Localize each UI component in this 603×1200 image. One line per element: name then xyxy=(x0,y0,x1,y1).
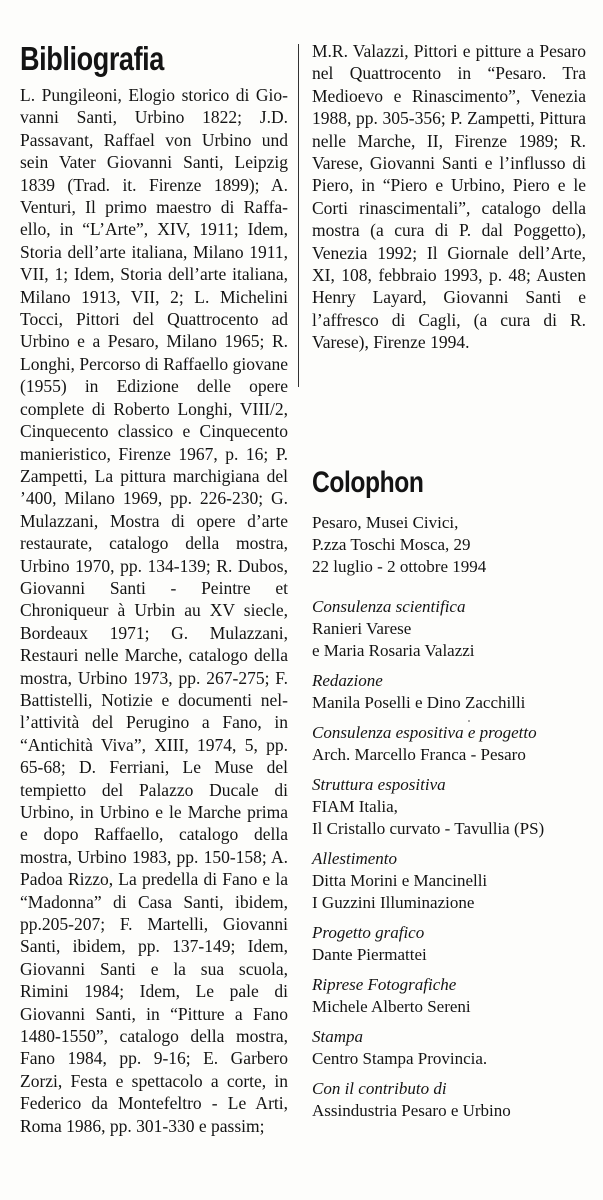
credit-name: Ditta Morini e Mancinelli xyxy=(312,871,488,890)
credit-name: Arch. Marcello Franca - Pesaro xyxy=(312,745,526,764)
credit-name: Assindustria Pesaro e Urbino xyxy=(312,1101,511,1120)
address-line: P.zza Toschi Mosca, 29 xyxy=(312,535,471,554)
credit-name: I Guzzini Illuminazione xyxy=(312,893,475,912)
column-divider xyxy=(298,44,299,387)
credit-progetto-grafico xyxy=(312,922,592,966)
address-line: Pesaro, Musei Civici, xyxy=(312,513,459,532)
credit-riprese-fotografiche xyxy=(312,974,592,1018)
credit-name: FIAM Italia, xyxy=(312,797,398,816)
credit-role: Consulenza scientifica xyxy=(312,597,466,616)
credit-redazione xyxy=(312,670,592,714)
credit-role: Allestimento xyxy=(312,849,397,868)
credit-consulenza-scientifica xyxy=(312,596,592,662)
bibliography-title: Bibliografia xyxy=(20,40,164,77)
credit-allestimento xyxy=(312,848,592,914)
credit-role: Redazione xyxy=(312,671,383,690)
colophon-section xyxy=(312,464,592,1130)
credit-role: Consulenza espositiva e progetto xyxy=(312,723,537,742)
credit-name: Centro Stampa Provincia. xyxy=(312,1049,488,1068)
bibliography-column-right xyxy=(312,40,586,354)
exhibition-address xyxy=(312,512,592,578)
credit-role: Struttura espositiva xyxy=(312,775,446,794)
credit-name: Ranieri Varese xyxy=(312,619,412,638)
credit-role: Riprese Fotografiche xyxy=(312,975,457,994)
colophon-title: Colophon xyxy=(312,466,424,499)
credit-role: Con il contributo di xyxy=(312,1079,447,1098)
credit-consulenza-espositiva xyxy=(312,722,592,766)
print-speck xyxy=(468,720,470,722)
bibliography-text-left: L. Pungileoni, Elogio storico di Giovanni Santi, Urbino 1822; J.D. Passavant, Raffael von Urbino und sein Vater Giovanni Santi, Leipzig 1839 (Trad. it. Firenze 1899); A. Venturi, Il primo maestro di Raffaello, in “L’Arte”, XIV, 1911; Idem, Storia dell’arte italiana, Milano 1911, VII, 1; Idem, Storia dell’arte italiana, Milano 1913, VII, 2; L. Michelini Tocci, Pittori del Quattrocento ad Urbino e a Pesaro, Milano 1965; R. Longhi, Percorso di Raffaello giovane (1955) in Edizione delle opere complete di Roberto Longhi, VIII/2, Cinquecento classico e Cinquecento manieristico, Firenze 1967, p. 16; P. Zampetti, La pittura marchigiana del ’400, Milano 1969, pp. 226-230; G. Mulazzani, Mostra di opere d’arte restaurate, catalogo della mostra, Urbino 1970, pp. 134-139; R. Dubos, Giovanni Santi - Peintre et Chroniqueur à Urbin au XV siecle, Bordeaux 1971; G. Mulazzani, Restauri nelle Marche, catalogo della mostra, Urbino 1973, pp. 267-275; F. Battistelli, Notizie e documenti nell’attività del Perugino a Fano, in “Antichità Viva”, XIII, 1974, 5, pp. 65-68; D. Ferriani, Le Muse del tempietto del Palazzo Ducale di Urbino, in Urbino e le Marche prima e dopo Raffaello, catalogo della mostra, Urbino 1983, pp. 150-158; A. Padoa Rizzo, La predella di Fano e la “Madonna” di Casa Santi, ibidem, pp.205-207; F. Martelli, Giovanni Santi, ibidem, pp. 137-149; Idem, Giovanni Santi e la sua scuola, Rimini 1984; Idem, Le pale di Giovanni Santi, in “Pitture a Fano 1480-1550”, catalogo della mostra, Fano 1984, pp. 9-16; E. Garbero Zorzi, Festa e spettacolo a corte, in Federico da Montefeltro - Le Arti, Roma 1986, pp. 301-330 e passim; xyxy=(20,85,288,1136)
credit-role: Stampa xyxy=(312,1027,363,1046)
bibliography-text-right: M.R. Valazzi, Pittori e pitture a Pesaro nel Quattrocento in “Pesaro. Tra Medioevo e Rinascimento”, Venezia 1988, pp. 305-356; P. Zampetti, Pittura nelle Marche, II, Firenze 1989; R. Varese, Giovanni Santi e l’influsso di Piero, in “Piero e Urbino, Piero e le Corti rinascimentali”, catalogo della mostra (a cura di P. dal Poggetto), Venezia 1992; Il Giornale dell’Arte, XI, 108, febbraio 1993, p. 48; Austen Henry Layard, Giovanni Santi e l’affresco di Cagli, (a cura di R. Varese), Firenze 1994. xyxy=(312,41,586,353)
bibliography-column-left xyxy=(20,40,288,1137)
credit-role: Progetto grafico xyxy=(312,923,425,942)
credit-name: Manila Poselli e Dino Zacchilli xyxy=(312,693,526,712)
credit-contributo xyxy=(312,1078,592,1122)
credit-stampa xyxy=(312,1026,592,1070)
credit-name: Il Cristallo curvato - Tavullia (PS) xyxy=(312,819,545,838)
credit-name: Michele Alberto Sereni xyxy=(312,997,471,1016)
credit-name: Dante Piermattei xyxy=(312,945,427,964)
address-line: 22 luglio - 2 ottobre 1994 xyxy=(312,557,487,576)
credit-struttura-espositiva xyxy=(312,774,592,840)
credit-name: e Maria Rosaria Valazzi xyxy=(312,641,475,660)
